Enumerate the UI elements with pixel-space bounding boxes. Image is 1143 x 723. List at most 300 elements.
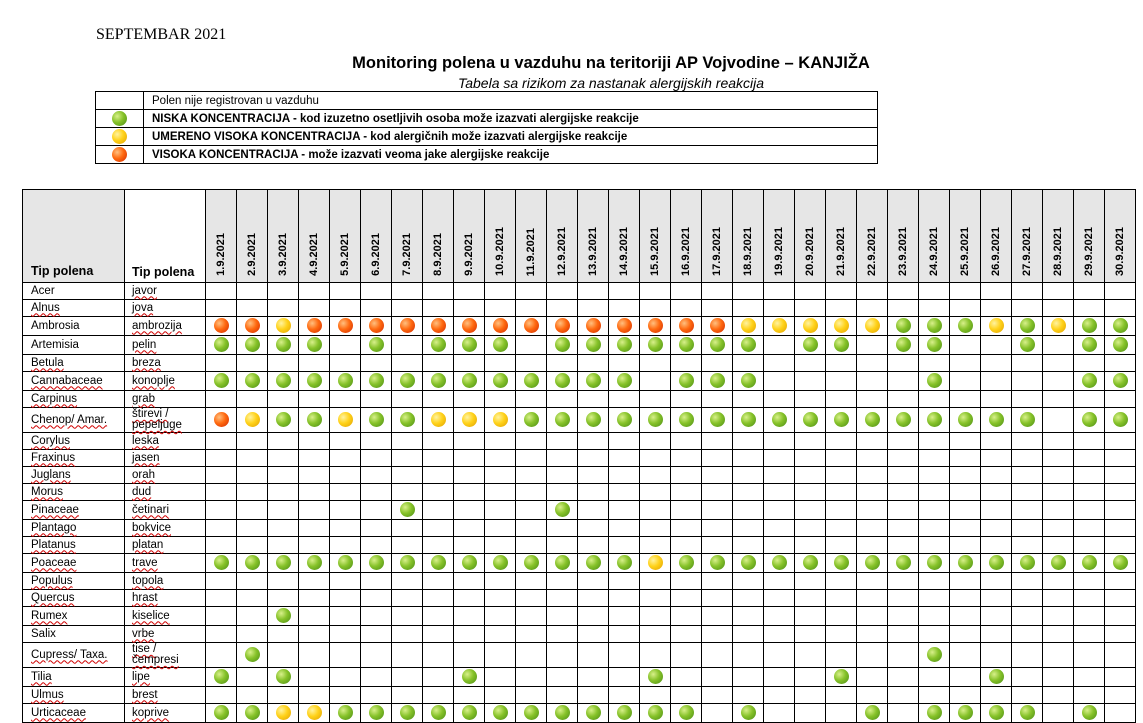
- low-concentration-icon: [1020, 337, 1035, 352]
- low-concentration-icon: [741, 337, 756, 352]
- date-header: [702, 190, 733, 283]
- day-cell: [640, 391, 671, 408]
- low-concentration-icon: [989, 705, 1004, 720]
- day-cell: [764, 501, 795, 520]
- day-cell: [516, 317, 547, 336]
- low-concentration-icon: [307, 373, 322, 388]
- day-cell: [392, 283, 423, 300]
- date-header: [671, 190, 702, 283]
- low-concentration-icon: [958, 705, 973, 720]
- low-concentration-icon: [400, 373, 415, 388]
- table-row: [23, 372, 1136, 391]
- pollen-latin-text: Artemisia: [31, 338, 79, 351]
- day-cell: [950, 590, 981, 607]
- day-cell: [485, 537, 516, 554]
- table-row: [23, 590, 1136, 607]
- day-cell: [237, 537, 268, 554]
- day-cell: [454, 372, 485, 391]
- day-cell: [981, 408, 1012, 433]
- low-concentration-icon: [617, 555, 632, 570]
- pollen-serbian-text: grab: [132, 392, 156, 405]
- day-cell: [640, 520, 671, 537]
- low-concentration-icon: [586, 705, 601, 720]
- day-cell: [950, 554, 981, 573]
- day-cell: [485, 372, 516, 391]
- low-concentration-icon: [431, 705, 446, 720]
- pollen-serbian-text: konoplje: [132, 374, 175, 387]
- pollen-serbian-name: [125, 643, 206, 668]
- day-cell: [392, 433, 423, 450]
- day-cell: [795, 283, 826, 300]
- pollen-latin-text: Cannabaceae: [31, 374, 103, 387]
- pollen-latin-text: Tilia: [31, 670, 52, 683]
- day-cell: [330, 467, 361, 484]
- day-cell: [547, 372, 578, 391]
- day-cell: [547, 450, 578, 467]
- day-cell: [578, 626, 609, 643]
- legend-description: - može izazvati veoma jake alergijske reakcije: [298, 148, 550, 161]
- table-row: [23, 537, 1136, 554]
- date-label: 17.9.2021: [711, 227, 723, 276]
- low-concentration-icon: [555, 337, 570, 352]
- day-cell: [950, 537, 981, 554]
- pollen-latin-text: Pinaceae: [31, 503, 79, 516]
- day-cell: [516, 626, 547, 643]
- mid-concentration-icon: [307, 705, 322, 720]
- day-cell: [764, 537, 795, 554]
- pollen-serbian-text: brest: [132, 688, 158, 701]
- day-cell: [361, 590, 392, 607]
- low-concentration-icon: [1082, 412, 1097, 427]
- date-header: [206, 190, 237, 283]
- day-cell: [702, 433, 733, 450]
- day-cell: [857, 704, 888, 723]
- day-cell: [609, 590, 640, 607]
- pollen-serbian-text: trave: [132, 556, 158, 569]
- day-cell: [237, 450, 268, 467]
- day-cell: [299, 687, 330, 704]
- day-cell: [578, 391, 609, 408]
- date-header: [733, 190, 764, 283]
- high-concentration-icon: [679, 318, 694, 333]
- day-cell: [888, 643, 919, 668]
- day-cell: [1105, 408, 1136, 433]
- day-cell: [950, 433, 981, 450]
- day-cell: [826, 573, 857, 590]
- day-cell: [1105, 626, 1136, 643]
- day-cell: [268, 484, 299, 501]
- day-cell: [702, 283, 733, 300]
- day-cell: [578, 467, 609, 484]
- day-cell: [516, 372, 547, 391]
- day-cell: [237, 467, 268, 484]
- day-cell: [919, 520, 950, 537]
- high-concentration-icon: [245, 318, 260, 333]
- day-cell: [454, 704, 485, 723]
- low-concentration-icon: [1020, 412, 1035, 427]
- day-cell: [640, 484, 671, 501]
- day-cell: [1012, 704, 1043, 723]
- low-concentration-icon: [586, 555, 601, 570]
- pollen-serbian-name: [125, 300, 206, 317]
- day-cell: [1105, 573, 1136, 590]
- mid-concentration-icon: [462, 412, 477, 427]
- day-cell: [578, 450, 609, 467]
- pollen-latin-name: [23, 520, 125, 537]
- day-cell: [826, 283, 857, 300]
- low-concentration-icon: [214, 669, 229, 684]
- date-header: [547, 190, 578, 283]
- day-cell: [361, 355, 392, 372]
- day-cell: [919, 336, 950, 355]
- day-cell: [919, 537, 950, 554]
- day-cell: [1074, 687, 1105, 704]
- day-cell: [919, 355, 950, 372]
- day-cell: [1074, 433, 1105, 450]
- day-cell: [981, 372, 1012, 391]
- day-cell: [516, 283, 547, 300]
- day-cell: [702, 626, 733, 643]
- low-concentration-icon: [307, 555, 322, 570]
- day-cell: [268, 283, 299, 300]
- day-cell: [671, 554, 702, 573]
- day-cell: [547, 336, 578, 355]
- low-concentration-icon: [648, 669, 663, 684]
- low-concentration-icon: [679, 705, 694, 720]
- mid-concentration-icon: [741, 318, 756, 333]
- low-concentration-icon: [648, 705, 663, 720]
- date-header: [950, 190, 981, 283]
- low-concentration-icon: [989, 412, 1004, 427]
- low-concentration-icon: [1051, 555, 1066, 570]
- low-concentration-icon: [710, 555, 725, 570]
- date-label: 8.9.2021: [432, 233, 444, 276]
- day-cell: [826, 607, 857, 626]
- day-cell: [268, 590, 299, 607]
- day-cell: [826, 450, 857, 467]
- high-concentration-icon: [214, 318, 229, 333]
- day-cell: [454, 450, 485, 467]
- day-cell: [733, 687, 764, 704]
- mid-concentration-icon: [865, 318, 880, 333]
- day-cell: [330, 687, 361, 704]
- day-cell: [1074, 391, 1105, 408]
- high-concentration-icon: [214, 412, 229, 427]
- day-cell: [516, 704, 547, 723]
- low-concentration-icon: [679, 412, 694, 427]
- day-cell: [1105, 372, 1136, 391]
- day-cell: [702, 607, 733, 626]
- table-row: [23, 391, 1136, 408]
- day-cell: [795, 484, 826, 501]
- page-title: Monitoring polena u vazduhu na teritoriji AP Vojvodine – KANJIŽA: [352, 54, 870, 72]
- day-cell: [547, 433, 578, 450]
- day-cell: [547, 520, 578, 537]
- low-concentration-icon: [927, 318, 942, 333]
- day-cell: [950, 626, 981, 643]
- low-concentration-icon: [214, 337, 229, 352]
- day-cell: [330, 607, 361, 626]
- day-cell: [733, 520, 764, 537]
- day-cell: [950, 704, 981, 723]
- pollen-serbian-name: [125, 501, 206, 520]
- low-concentration-icon: [369, 705, 384, 720]
- day-cell: [299, 355, 330, 372]
- high-concentration-icon: [524, 318, 539, 333]
- day-cell: [609, 283, 640, 300]
- day-cell: [361, 607, 392, 626]
- pollen-latin-text: Plantago: [31, 521, 77, 534]
- day-cell: [950, 317, 981, 336]
- day-cell: [423, 336, 454, 355]
- day-cell: [981, 643, 1012, 668]
- low-concentration-icon: [896, 555, 911, 570]
- day-cell: [950, 355, 981, 372]
- day-cell: [1074, 484, 1105, 501]
- pollen-latin-name: [23, 704, 125, 723]
- pollen-serbian-text: leska: [132, 434, 159, 447]
- day-cell: [516, 391, 547, 408]
- low-concentration-icon: [927, 337, 942, 352]
- low-concentration-icon: [958, 318, 973, 333]
- table-row: [23, 668, 1136, 687]
- low-concentration-icon: [1082, 373, 1097, 388]
- date-label: 3.9.2021: [277, 233, 289, 276]
- legend-symbol: [96, 146, 144, 164]
- day-cell: [268, 668, 299, 687]
- legend-text: [144, 110, 878, 128]
- pollen-latin-text: Corylus: [31, 434, 70, 447]
- day-cell: [237, 704, 268, 723]
- pollen-latin-text: Juglans: [31, 468, 71, 481]
- day-cell: [702, 643, 733, 668]
- day-cell: [361, 687, 392, 704]
- day-cell: [237, 372, 268, 391]
- day-cell: [516, 668, 547, 687]
- day-cell: [206, 554, 237, 573]
- day-cell: [330, 336, 361, 355]
- day-cell: [671, 687, 702, 704]
- day-cell: [1043, 554, 1074, 573]
- day-cell: [857, 467, 888, 484]
- day-cell: [206, 484, 237, 501]
- pollen-latin-text: Salix: [31, 627, 56, 640]
- day-cell: [671, 408, 702, 433]
- day-cell: [1074, 590, 1105, 607]
- date-header: [919, 190, 950, 283]
- day-cell: [950, 643, 981, 668]
- day-cell: [423, 283, 454, 300]
- day-cell: [1012, 668, 1043, 687]
- day-cell: [764, 336, 795, 355]
- day-cell: [299, 573, 330, 590]
- day-cell: [919, 643, 950, 668]
- day-cell: [671, 626, 702, 643]
- table-row: [23, 283, 1136, 300]
- pollen-latin-name: [23, 300, 125, 317]
- day-cell: [609, 317, 640, 336]
- low-concentration-icon: [431, 337, 446, 352]
- date-label: 21.9.2021: [835, 227, 847, 276]
- day-cell: [764, 372, 795, 391]
- pollen-serbian-name: [125, 607, 206, 626]
- pollen-serbian-text: kiselice: [132, 609, 170, 622]
- day-cell: [1105, 520, 1136, 537]
- day-cell: [423, 520, 454, 537]
- legend-level-label: NISKA KONCENTRACIJA: [152, 112, 290, 125]
- day-cell: [1105, 355, 1136, 372]
- legend-row: [96, 110, 878, 128]
- day-cell: [578, 607, 609, 626]
- day-cell: [330, 450, 361, 467]
- day-cell: [826, 687, 857, 704]
- day-cell: [826, 433, 857, 450]
- day-cell: [888, 687, 919, 704]
- day-cell: [733, 300, 764, 317]
- day-cell: [733, 450, 764, 467]
- day-cell: [578, 408, 609, 433]
- pollen-latin-text: Fraxinus: [31, 451, 76, 464]
- day-cell: [361, 643, 392, 668]
- day-cell: [826, 554, 857, 573]
- day-cell: [702, 668, 733, 687]
- day-cell: [237, 573, 268, 590]
- day-cell: [1043, 626, 1074, 643]
- day-cell: [826, 372, 857, 391]
- low-concentration-icon: [369, 337, 384, 352]
- date-label: 4.9.2021: [308, 233, 320, 276]
- high-concentration-icon: [112, 147, 127, 162]
- day-cell: [299, 467, 330, 484]
- day-cell: [826, 668, 857, 687]
- day-cell: [299, 283, 330, 300]
- day-cell: [547, 537, 578, 554]
- pollen-serbian-name: [125, 372, 206, 391]
- day-cell: [857, 501, 888, 520]
- mid-concentration-icon: [803, 318, 818, 333]
- pollen-serbian-name: [125, 520, 206, 537]
- date-header: [237, 190, 268, 283]
- table-row: [23, 607, 1136, 626]
- day-cell: [919, 590, 950, 607]
- pollen-latin-text: Platanus: [31, 538, 76, 551]
- pollen-latin-name: [23, 643, 125, 668]
- pollen-serbian-name: [125, 317, 206, 336]
- day-cell: [299, 317, 330, 336]
- day-cell: [826, 484, 857, 501]
- day-cell: [423, 687, 454, 704]
- legend-row: [96, 146, 878, 164]
- pollen-serbian-name: [125, 554, 206, 573]
- day-cell: [950, 283, 981, 300]
- day-cell: [423, 590, 454, 607]
- low-concentration-icon: [741, 412, 756, 427]
- day-cell: [206, 626, 237, 643]
- day-cell: [1043, 484, 1074, 501]
- pollen-serbian-text: vrbe: [132, 627, 155, 640]
- day-cell: [919, 450, 950, 467]
- day-cell: [361, 283, 392, 300]
- day-cell: [1074, 283, 1105, 300]
- day-cell: [857, 537, 888, 554]
- day-cell: [640, 573, 671, 590]
- day-cell: [547, 501, 578, 520]
- day-cell: [795, 433, 826, 450]
- day-cell: [454, 668, 485, 687]
- day-cell: [1012, 590, 1043, 607]
- day-cell: [888, 467, 919, 484]
- day-cell: [795, 687, 826, 704]
- day-cell: [485, 501, 516, 520]
- day-cell: [330, 408, 361, 433]
- day-cell: [268, 317, 299, 336]
- day-cell: [981, 484, 1012, 501]
- pollen-table: [22, 189, 1136, 723]
- day-cell: [206, 408, 237, 433]
- low-concentration-icon: [276, 555, 291, 570]
- day-cell: [1043, 467, 1074, 484]
- day-cell: [485, 355, 516, 372]
- date-header: [888, 190, 919, 283]
- day-cell: [888, 554, 919, 573]
- low-concentration-icon: [772, 412, 787, 427]
- day-cell: [485, 450, 516, 467]
- day-cell: [857, 687, 888, 704]
- day-cell: [795, 668, 826, 687]
- low-concentration-icon: [989, 555, 1004, 570]
- table-row: [23, 433, 1136, 450]
- date-header: [1074, 190, 1105, 283]
- day-cell: [1074, 467, 1105, 484]
- low-concentration-icon: [214, 555, 229, 570]
- day-cell: [609, 607, 640, 626]
- low-concentration-icon: [834, 337, 849, 352]
- low-concentration-icon: [586, 337, 601, 352]
- day-cell: [299, 433, 330, 450]
- pollen-latin-name: [23, 537, 125, 554]
- legend-symbol: [96, 110, 144, 128]
- day-cell: [1105, 450, 1136, 467]
- day-cell: [826, 520, 857, 537]
- day-cell: [547, 467, 578, 484]
- day-cell: [392, 484, 423, 501]
- low-concentration-icon: [958, 555, 973, 570]
- day-cell: [423, 450, 454, 467]
- day-cell: [206, 300, 237, 317]
- table-row: [23, 501, 1136, 520]
- low-concentration-icon: [803, 412, 818, 427]
- pollen-serbian-name: [125, 391, 206, 408]
- day-cell: [268, 300, 299, 317]
- day-cell: [981, 554, 1012, 573]
- day-cell: [392, 317, 423, 336]
- day-cell: [330, 626, 361, 643]
- day-cell: [268, 408, 299, 433]
- day-cell: [1043, 433, 1074, 450]
- legend-table: [95, 91, 878, 164]
- low-concentration-icon: [679, 337, 694, 352]
- day-cell: [454, 573, 485, 590]
- day-cell: [1043, 391, 1074, 408]
- day-cell: [981, 317, 1012, 336]
- low-concentration-icon: [1082, 337, 1097, 352]
- day-cell: [454, 336, 485, 355]
- low-concentration-icon: [1113, 412, 1128, 427]
- day-cell: [1105, 317, 1136, 336]
- low-concentration-icon: [586, 373, 601, 388]
- day-cell: [764, 408, 795, 433]
- low-concentration-icon: [493, 337, 508, 352]
